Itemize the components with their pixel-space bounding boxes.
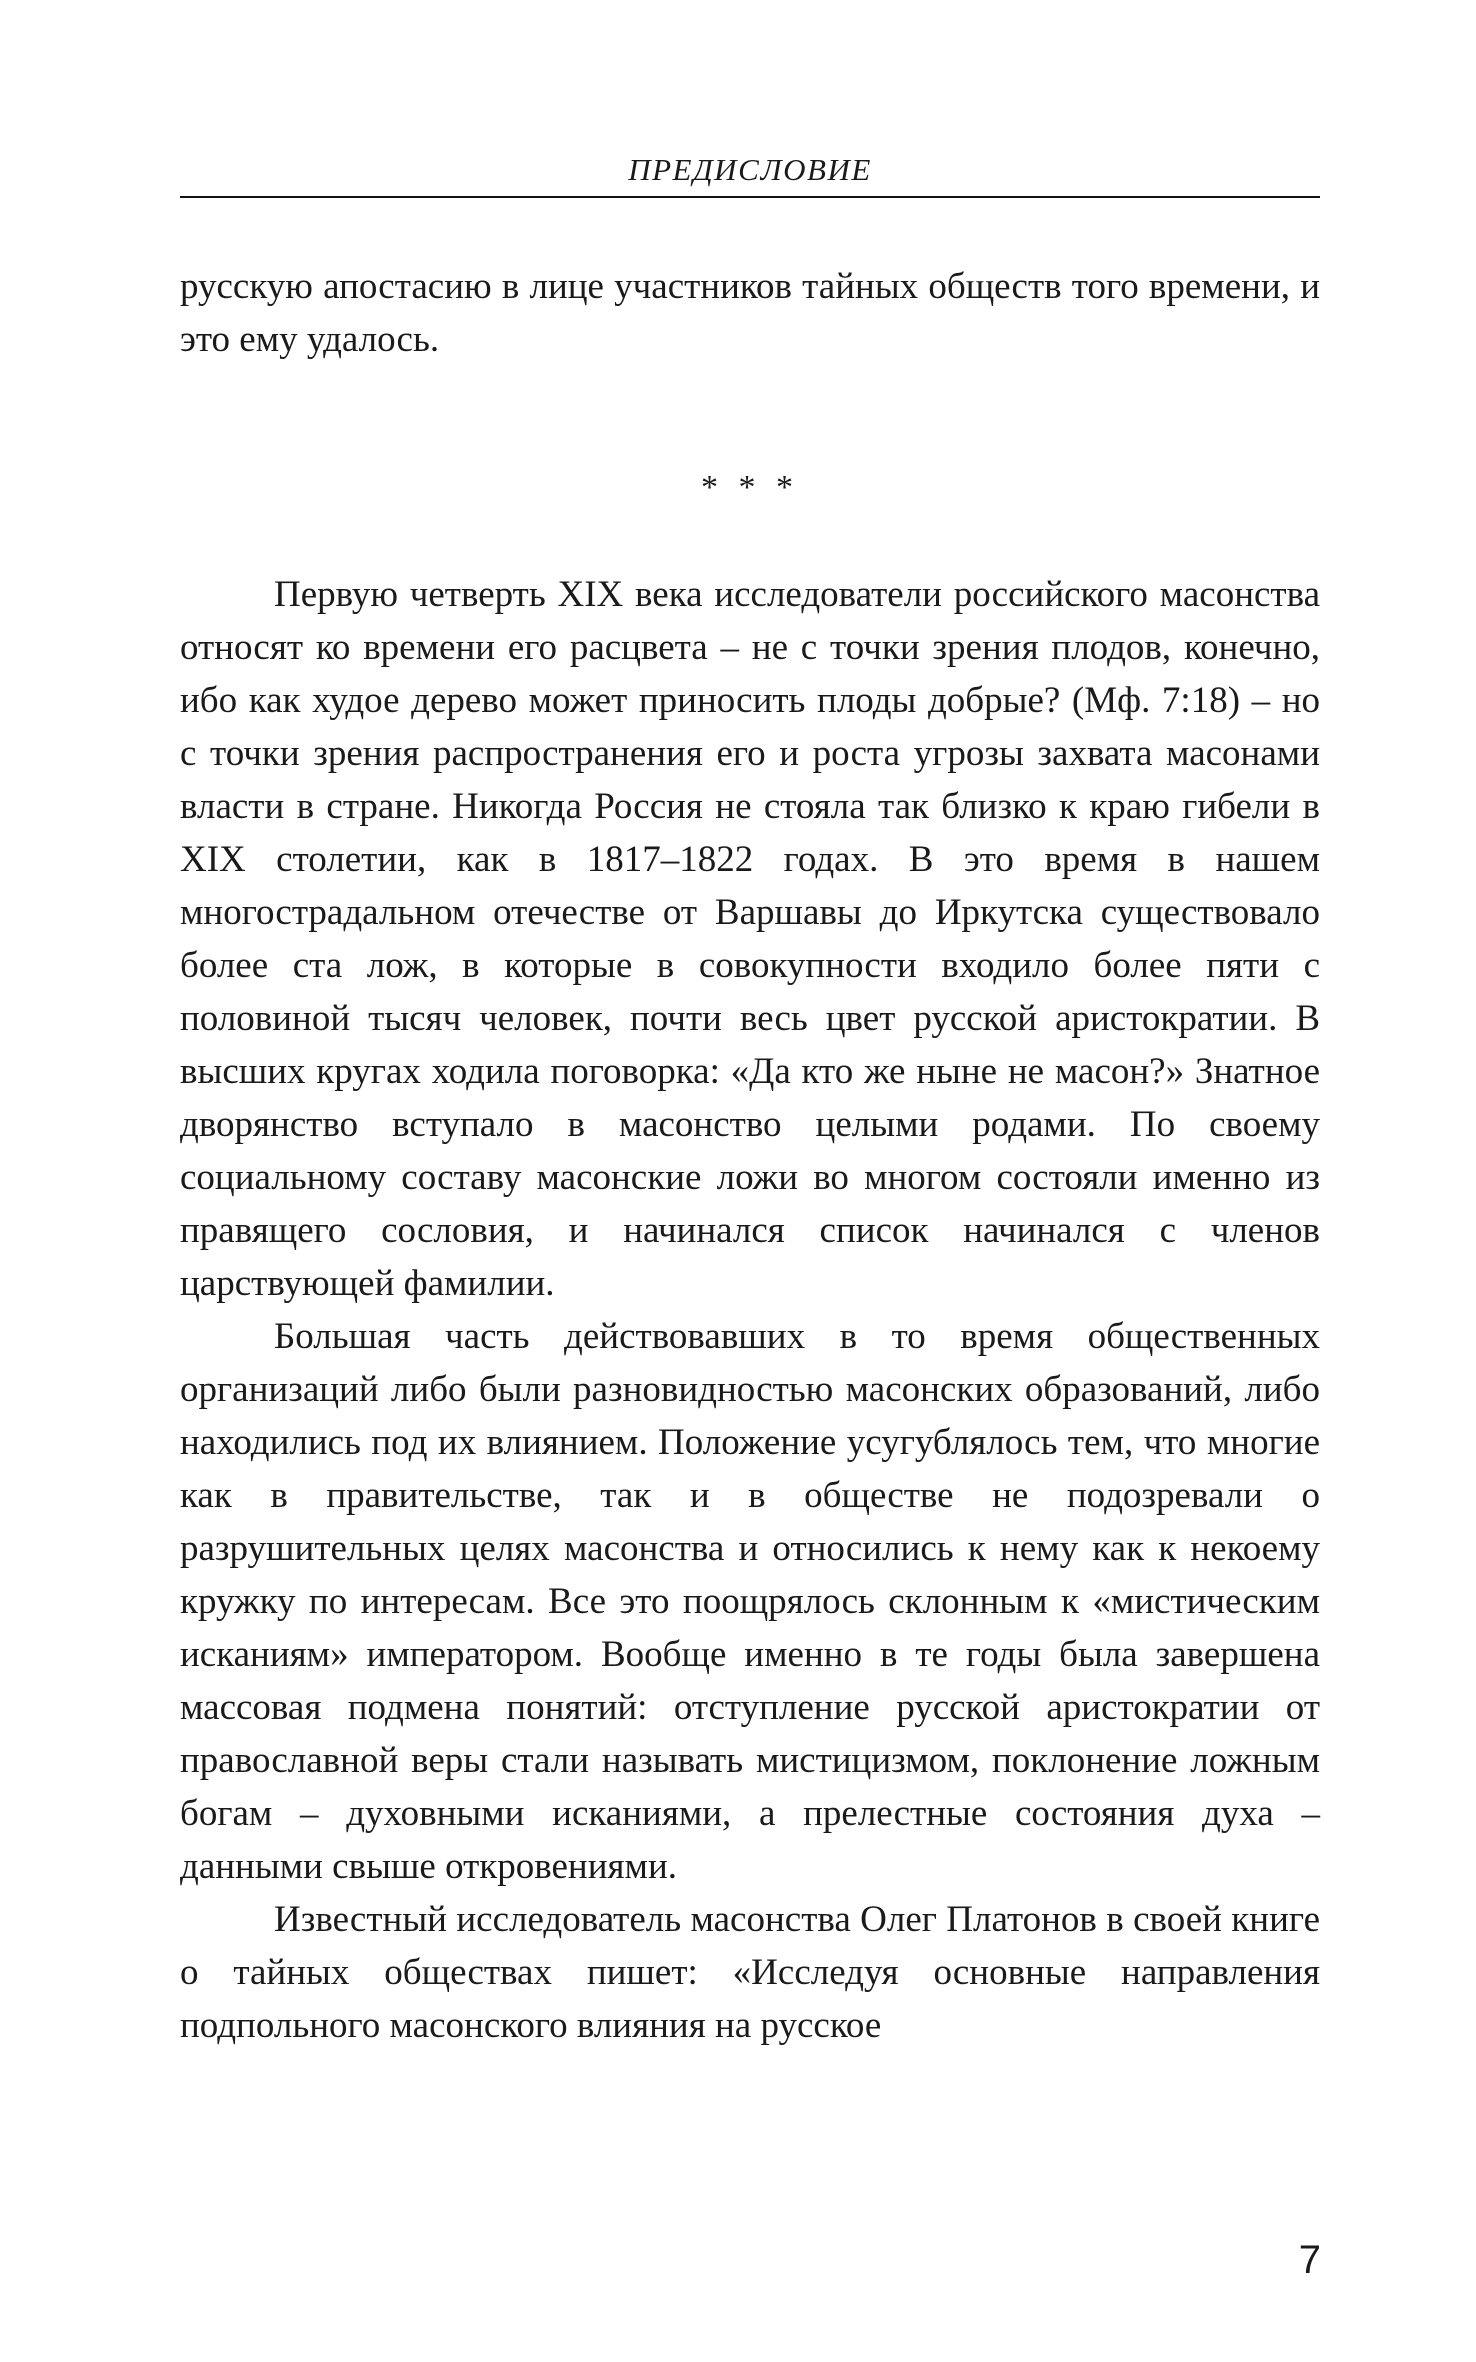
page-number: 7 (1298, 2238, 1321, 2282)
paragraph-3: Известный исследователь масонства Олег Платонов в своей книге о тайных обществах пишет: «Исследуя основные направления подпольного масонского влияния на русское (180, 1899, 1320, 2046)
section-separator: * * * (701, 469, 799, 506)
paragraph-2: Большая часть действовавших в то время общественных организаций либо были разновидностью масонских образований, либо находились под их влиянием. Положение усугублялось тем, что многие как в правительстве, так и в обществе не подозревали о разрушительных целях масонства и относились к нему как к некоему кружку по интересам. Все это поощрялось склонным к «мистическим исканиям» императором. Вообще именно в те годы была завершена массовая подмена понятий: отступление русской аристократии от православной веры стали называть мистицизмом, поклонение ложным богам – духовными исканиями, а прелестные состояния духа – данными свыше откровениями. (180, 1316, 1320, 1887)
main-text (180, 568, 1320, 2052)
paragraph-text: русскую апостасию в лице участников тайных обществ того времени, и это ему удалось. (180, 266, 1320, 360)
continuation-paragraph (180, 260, 1320, 366)
running-head-title: ПРЕДИСЛОВИЕ (628, 152, 872, 187)
paragraph-1: Первую четверть XIX века исследователи российского масонства относят ко времени его расцвета – не с точки зрения плодов, конечно, ибо как худое дерево может приносить плоды добрые? (Мф. 7:18) – но с точки зрения распространения его и роста угрозы захвата масонами власти в стране. Никогда Россия не стояла так близко к краю гибели в XIX столетии, как в 1817–1822 годах. В это время в нашем многострадальном отечестве от Варшавы до Иркутска существовало более ста лож, в которые в совокупности входило более пяти с половиной тысяч человек, почти весь цвет русской аристократии. В высших кругах ходила поговорка: «Да кто же ныне не масон?» Знатное дворянство вступало в масонство целыми родами. По своему социальному составу масонские ложи во многом состояли именно из правящего сословия, и начинался список начинался с членов царствующей фамилии. (180, 574, 1320, 1304)
header-rule (180, 196, 1320, 198)
